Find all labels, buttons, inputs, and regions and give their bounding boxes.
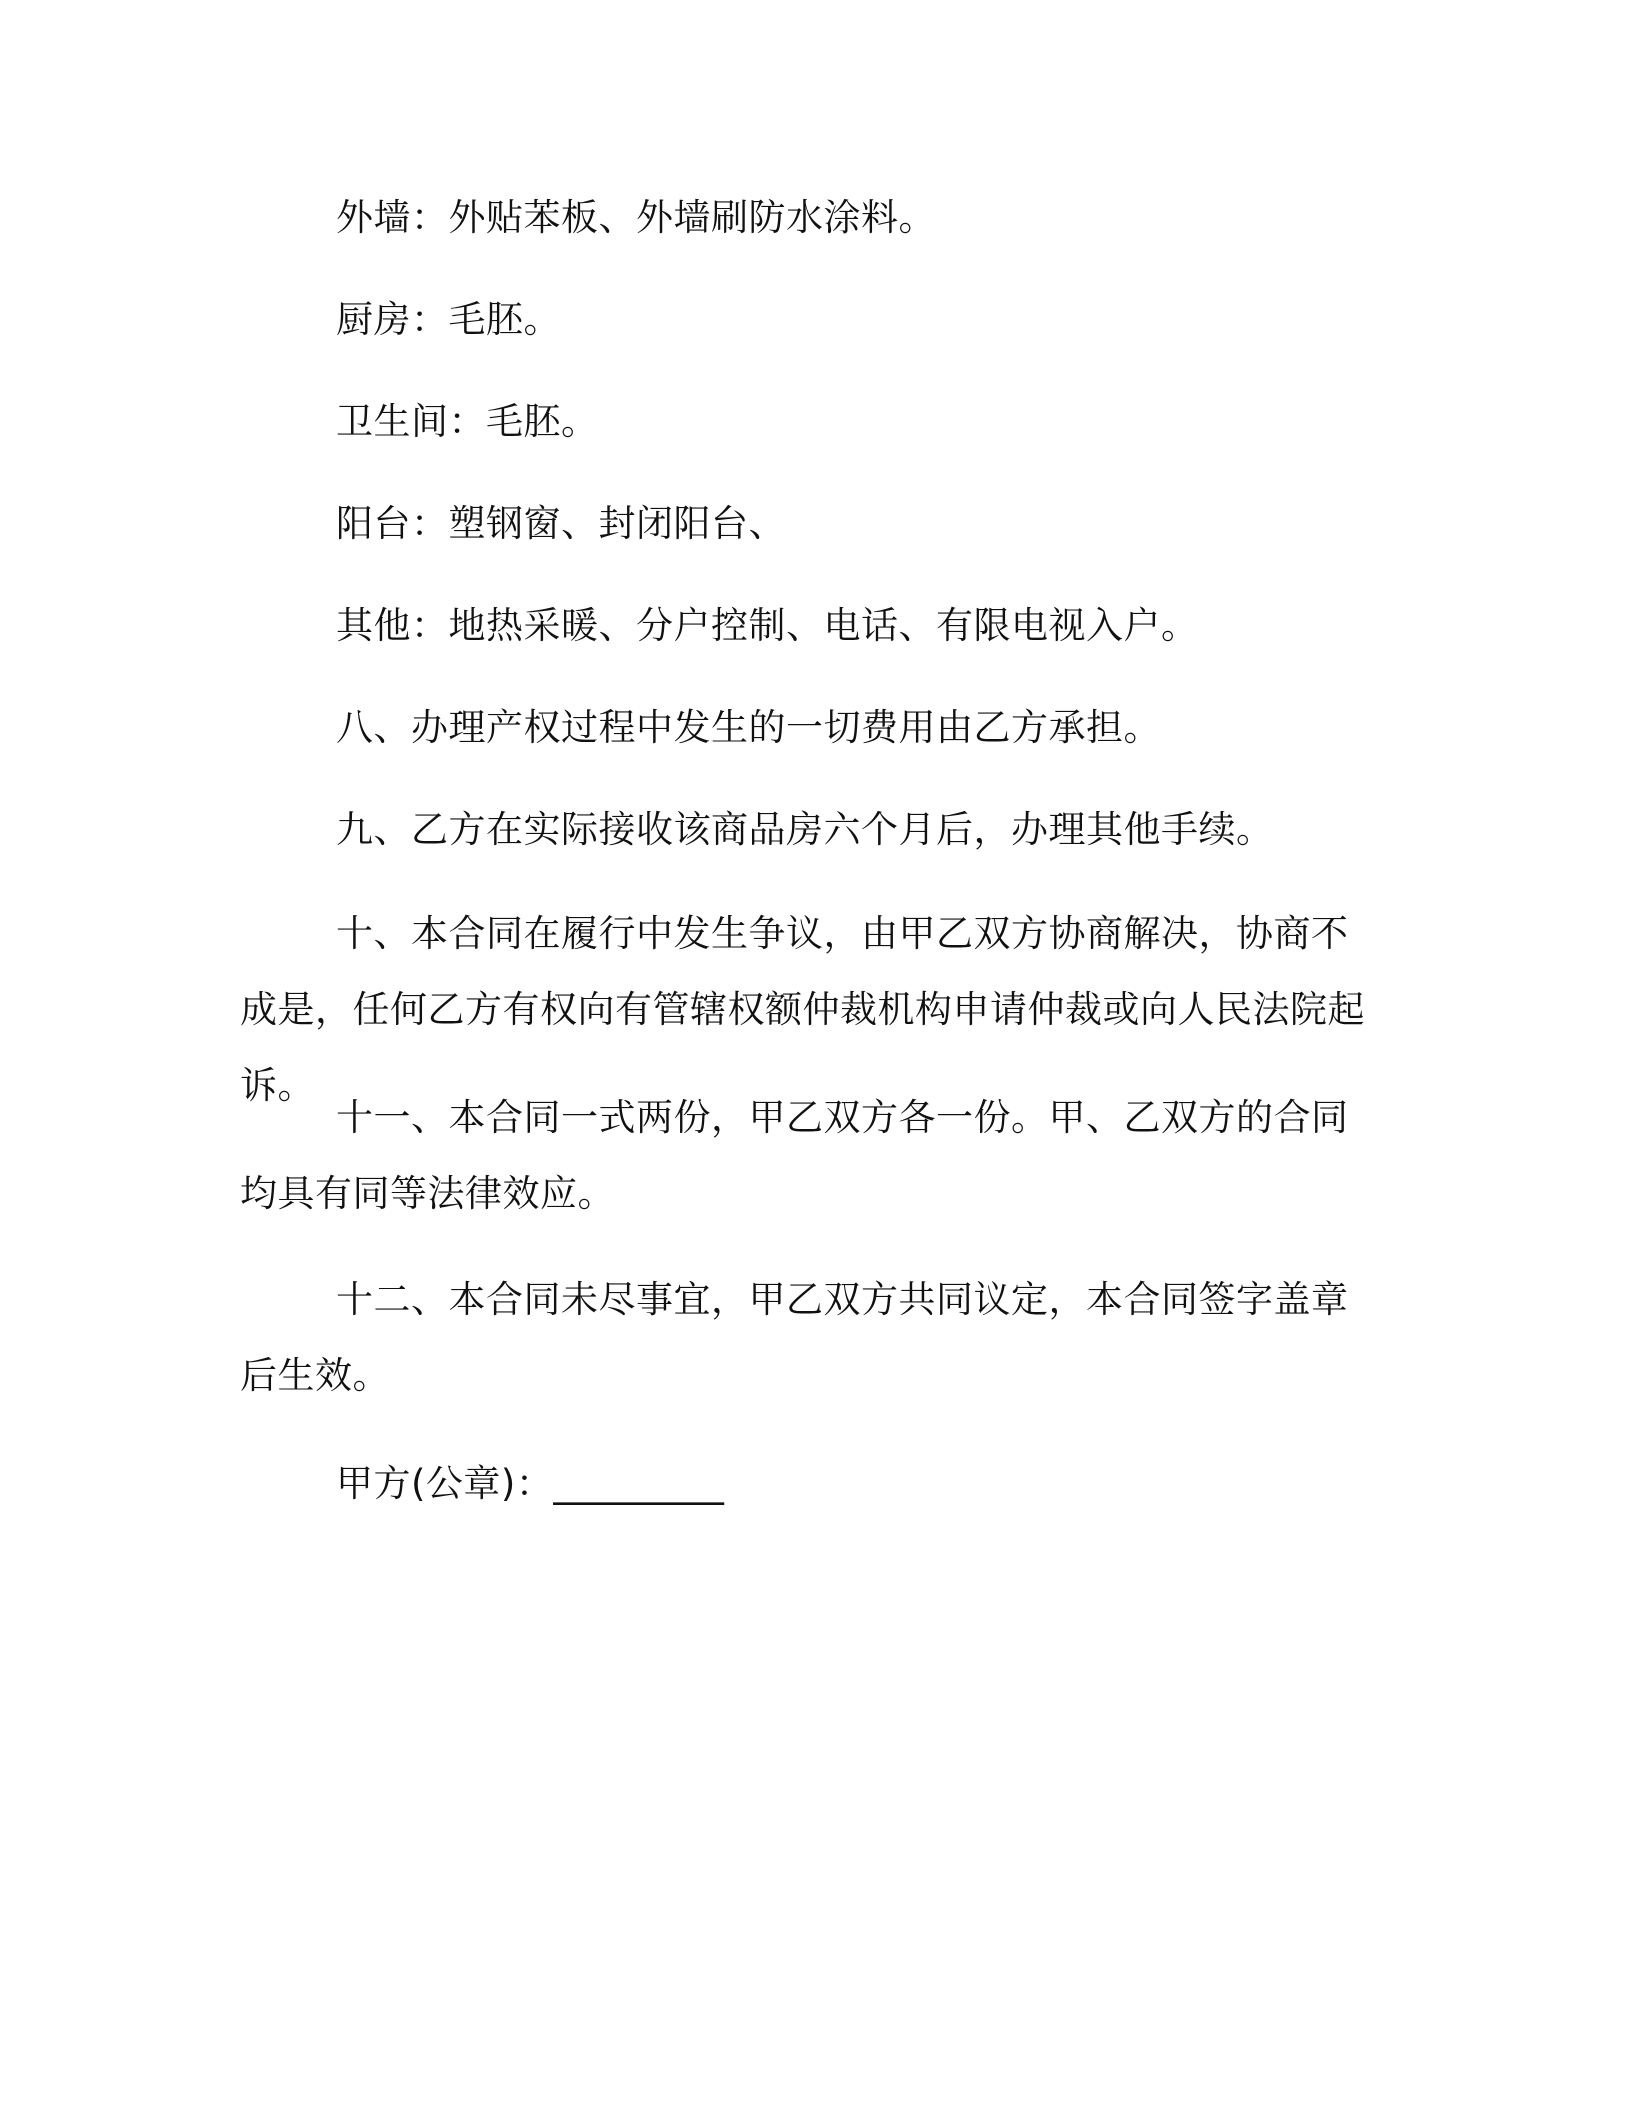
- paragraph-clause-11: 十一、本合同一式两份，甲乙双方各一份。甲、乙双方的合同均具有同等法律效应。: [240, 1096, 1349, 1215]
- paragraph-clause-8: 八、办理产权过程中发生的一切费用由乙方承担。: [336, 706, 1161, 749]
- paragraph-clause-10: 十、本合同在履行中发生争议，由甲乙双方协商解决，协商不成是，任何乙方有权向有管辖权额仲裁机构申请仲裁或向人民法院起诉。: [240, 912, 1365, 1107]
- paragraph-bathroom: 卫生间：毛胚。: [336, 400, 599, 443]
- paragraph-exterior-wall: 外墙：外贴苯板、外墙刷防水涂料。: [336, 196, 936, 239]
- paragraph-clause-9: 九、乙方在实际接收该商品房六个月后，办理其他手续。: [336, 808, 1274, 851]
- paragraph-other: 其他：地热采暖、分户控制、电话、有限电视入户。: [336, 604, 1199, 647]
- paragraph-kitchen: 厨房：毛胚。: [336, 298, 561, 341]
- paragraph-balcony: 阳台：塑钢窗、封闭阳台、: [336, 502, 786, 545]
- paragraph-clause-12: 十二、本合同未尽事宜，甲乙双方共同议定，本合同签字盖章后生效。: [240, 1278, 1349, 1397]
- signature-party-a: 甲方(公章)：_________: [336, 1462, 725, 1505]
